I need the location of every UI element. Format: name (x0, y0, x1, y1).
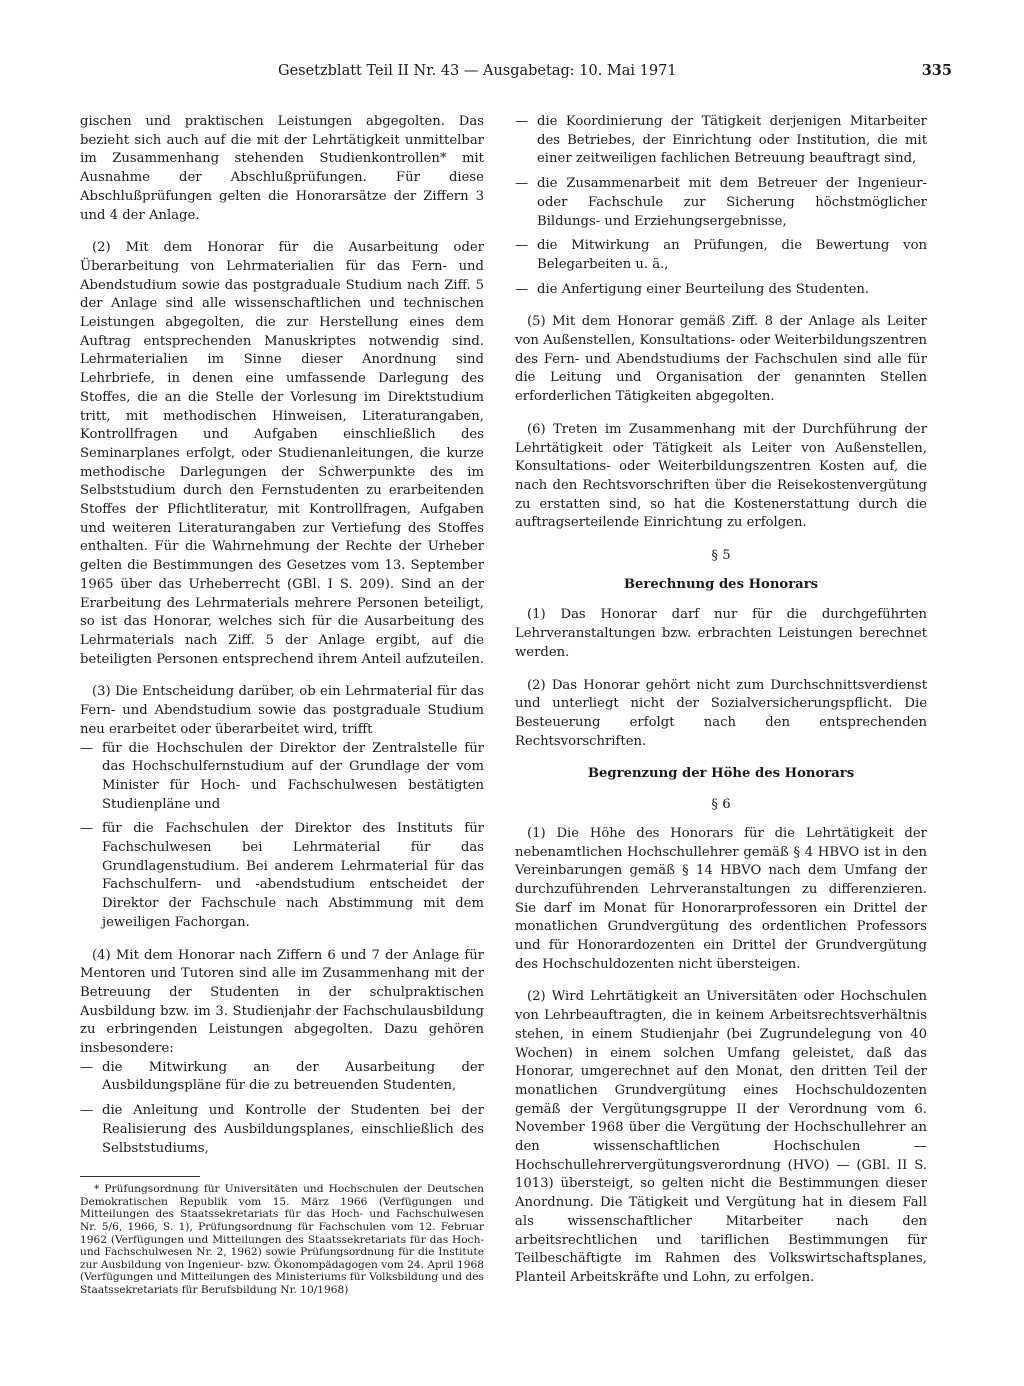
list-item-text: die Anleitung und Kontrolle der Studenten bei der Realisierung des Ausbildungsplanes, einschließlich des Selbststudiums, (102, 1103, 484, 1156)
list-item (515, 237, 927, 274)
section-6-number: § 6 (711, 797, 731, 813)
dash-marker: — (515, 176, 529, 192)
list-item (80, 820, 484, 932)
list-item-text: die Mitwirkung an der Ausarbeitung der Ausbildungspläne für die zu betreuenden Studenten, (102, 1059, 484, 1094)
page-number: 335 (921, 62, 952, 79)
dash-marker: — (515, 281, 529, 297)
section-6-heading: Begrenzung der Höhe des Honorars (587, 766, 855, 782)
paragraph-4-list (80, 1059, 484, 1159)
dash-marker: — (80, 821, 94, 837)
list-item-text: die Anfertigung einer Beurteilung des Studenten. (537, 281, 870, 297)
section-5-number: § 5 (711, 548, 731, 564)
footnote: * Prüfungsordnung für Universitäten und Hochschulen der Deutschen Demokratischen Republik vom 15. März 1966 (Verfügungen und Mitteilungen des Staatssekretariats für das Hoch- und Fachschulwesen Nr. 5/6, 1966, S. 1), Prüfungsordnung für Fachschulen vom 12. Februar 1962 (Verfügungen und Mitteilungen des Staatssekretariats für das Hoch- und Fachschulwesen Nr. 2, 1962) sowie Prüfungsordnung für die Institute zur Ausbildung von Ingenieur- bzw. Ökonompädagogen vom 24. April 1968 (Verfügungen und Mitteilungen des Ministeriums für Volksbildung und des Staatssekretariats für Berufsbildung Nr. 10/1968) (80, 1183, 484, 1297)
paragraph-4: (4) Mit dem Honorar nach Ziffern 6 und 7 der Anlage für Mentoren und Tutoren sind alle im Zusammenhang mit der Betreuung der Studenten in der schulpraktischen Ausbildung bzw. im 3. Studienjahr der Fachschulausbildung zu erbringenden Leistungen abgegolten. Dazu gehören insbesondere: (80, 947, 484, 1057)
list-item (80, 1059, 484, 1096)
list-item (515, 113, 927, 169)
dash-marker: — (80, 1103, 94, 1119)
list-item-text: die Zusammenarbeit mit dem Betreuer der Ingenieur- oder Fachschule zur Sicherung höchstmöglicher Bildungs- und Erziehungsergebnisse, (537, 176, 927, 229)
section-5-paragraph-2: (2) Das Honorar gehört nicht zum Durchschnittsverdienst und unterliegt nicht der Sozialversicherungspflicht. Die Besteuerung erfolgt nach den entsprechenden Rechtsvorschriften. (515, 677, 927, 749)
dash-marker: — (515, 114, 529, 129)
dash-marker: — (515, 238, 529, 254)
footnote-divider (80, 1176, 200, 1177)
paragraph-3: (3) Die Entscheidung darüber, ob ein Lehrmaterial für das Fern- und Abendstudium sowie das postgraduale Studium neu erarbeitet oder überarbeitet wird, trifft (80, 684, 484, 737)
list-item (80, 1102, 484, 1158)
section-6-paragraph-2: (2) Wird Lehrtätigkeit an Universitäten oder Hochschulen von Lehrbeauftragten, die in keinem Arbeitsrechtsverhältnis stehen, in einem Studienjahr (bei Zugrundelegung von 40 Wochen) in einem solchen Umfang geleistet, daß das Honorar, umgerechnet auf den Monat, den dritten Teil der monatlichen Grundvergütung eines Hochschuldozenten gemäß der Vergütungsgruppe II der Verordnung vom 6. November 1968 über die Vergütung der Hochschullehrer an den wissenschaftlichen Hochschulen — Hochschullehrervergütungsverordnung (HVO) — (GBl. II S. 1013) übersteigt, so gelten nicht die Bestimmungen dieser Anordnung. Die Tätigkeit und Vergütung hat in diesem Fall als wissenschaftlicher Mitarbeiter nach den arbeitsrechtlichen und tariflichen Bestimmungen für Teilbeschäftigte im Rahmen des Volkswirtschaftsplanes, Planteil Arbeitskräfte und Lohn, zu erfolgen. (515, 989, 927, 1285)
list-item-text: die Koordinierung der Tätigkeit derjenigen Mitarbeiter des Betriebes, der Einrichtung oder Institution, die mit einer zeitweiligen fachlichen Betreuung beauftragt sind, (537, 114, 927, 167)
section-6-paragraph-1: (1) Die Höhe des Honorars für die Lehrtätigkeit der nebenamtlichen Hochschullehrer gemäß § 4 HBVO ist in den Vereinbarungen gemäß § 14 HBVO nach dem Umfang der durchzuführenden Lehrveranstaltungen zu differenzieren. Sie darf im Monat für Honorarprofessoren ein Drittel der monatlichen Grundvergütung des ordentlichen Professors und für Honorardozenten ein Drittel der Grundvergütung des Hochschuldozenten nicht übersteigen. (515, 825, 927, 972)
dash-marker: — (80, 1059, 94, 1075)
header-title: Gesetzblatt Teil II Nr. 43 — Ausgabetag: 10. Mai 1971 (278, 63, 677, 79)
section-5-paragraph-1: (1) Das Honorar darf nur für die durchgeführten Lehrveranstaltungen bzw. erbrachten Leistungen berechnet werden. (515, 607, 927, 660)
paragraph-5: (5) Mit dem Honorar gemäß Ziff. 8 der Anlage als Leiter von Außenstellen, Konsultations- oder Weiterbildungszentren des Fern- und Abendstudiums der Fachschulen sind alle für die Leitung und Organisation der genannten Stellen erforderlichen Tätigkeiten abgegolten. (515, 314, 927, 405)
paragraph-4-list-continued (515, 113, 927, 299)
paragraph-3-list (80, 740, 484, 933)
paragraph-continuation: gischen und praktischen Leistungen abgegolten. Das bezieht sich auch auf die mit der Lehrtätigkeit unmittelbar im Zusammenhang stehenden Studienkontrollen* mit Ausnahme der Abschlußprüfungen. Für diese Abschlußprüfungen gelten die Honorarsätze der Ziffern 3 und 4 der Anlage. (80, 114, 484, 223)
dash-marker: — (80, 740, 94, 756)
list-item (515, 281, 927, 300)
left-column (80, 113, 484, 1297)
list-item (80, 740, 484, 815)
list-item-text: die Mitwirkung an Prüfungen, die Bewertung von Belegarbeiten u. ä., (537, 238, 927, 272)
list-item (515, 175, 927, 231)
section-5-heading: Berechnung des Honorars (623, 576, 819, 592)
paragraph-2: (2) Mit dem Honorar für die Ausarbeitung oder Überarbeitung von Lehrmaterialien für das Fern- und Abendstudium sowie das postgraduale Studium nach Ziff. 5 der Anlage sind alle wissenschaftlichen und technischen Leistungen abgegolten, die zur Herstellung eines dem Auftrag entsprechenden Manuskriptes notwendig sind. Lehrmaterialien im Sinne dieser Anordnung sind Lehrbriefe, in denen eine umfassende Darlegung des Stoffes, die an die Stelle der Vorlesung im Direktstudium tritt, mit methodischen Hinweisen, Literaturangaben, Kontrollfragen und Aufgaben einschließlich des Seminarplanes erfolgt, oder Studienanleitungen, die kurze methodische Darlegungen der Schwerpunkte des im Selbststudium durch den Fernstudenten zu erarbeitenden Stoffes der Pflichtliteratur, mit Kontrollfragen, Aufgaben und weiteren Literaturangaben zur Vertiefung des Stoffes enthalten. Für die Wahrnehmung der Rechte der Urheber gelten die Bestimmungen des Gesetzes vom 13. September 1965 über das Urheberrecht (GBl. I S. 209). Sind an der Erarbeitung des Lehrmaterials mehrere Personen beteiligt, so ist das Honorar, welches sich für die Ausarbeitung des Lehrmaterials nach Ziff. 5 der Anlage ergibt, auf die beteiligten Personen entsprechend ihrem Anteil aufzuteilen. (80, 240, 485, 667)
list-item-text: für die Fachschulen der Direktor des Instituts für Fachschulwesen bei Lehrmaterial für das Grundlagenstudium. Bei anderem Lehrmaterial für das Fachschulfern- und -abendstudium entscheidet der Direktor der Fachschule nach Abstimmung mit dem jeweiligen Fachorgan. (102, 821, 484, 930)
paragraph-6: (6) Treten im Zusammenhang mit der Durchführung der Lehrtätigkeit oder Tätigkeit als Leiter von Außenstellen, Konsultations- oder Weiterbildungszentren Kosten auf, die nach den Rechtsvorschriften über die Reisekostenvergütung zu erstatten sind, so hat die Kostenerstattung durch die auftragserteilende Einrichtung zu erfolgen. (515, 421, 927, 531)
list-item-text: für die Hochschulen der Direktor der Zentralstelle für das Hochschulfernstudium auf der Grundlage der vom Minister für Hoch- und Fachschulwesen bestätigten Studienpläne und (102, 740, 484, 812)
right-column (515, 113, 927, 1302)
